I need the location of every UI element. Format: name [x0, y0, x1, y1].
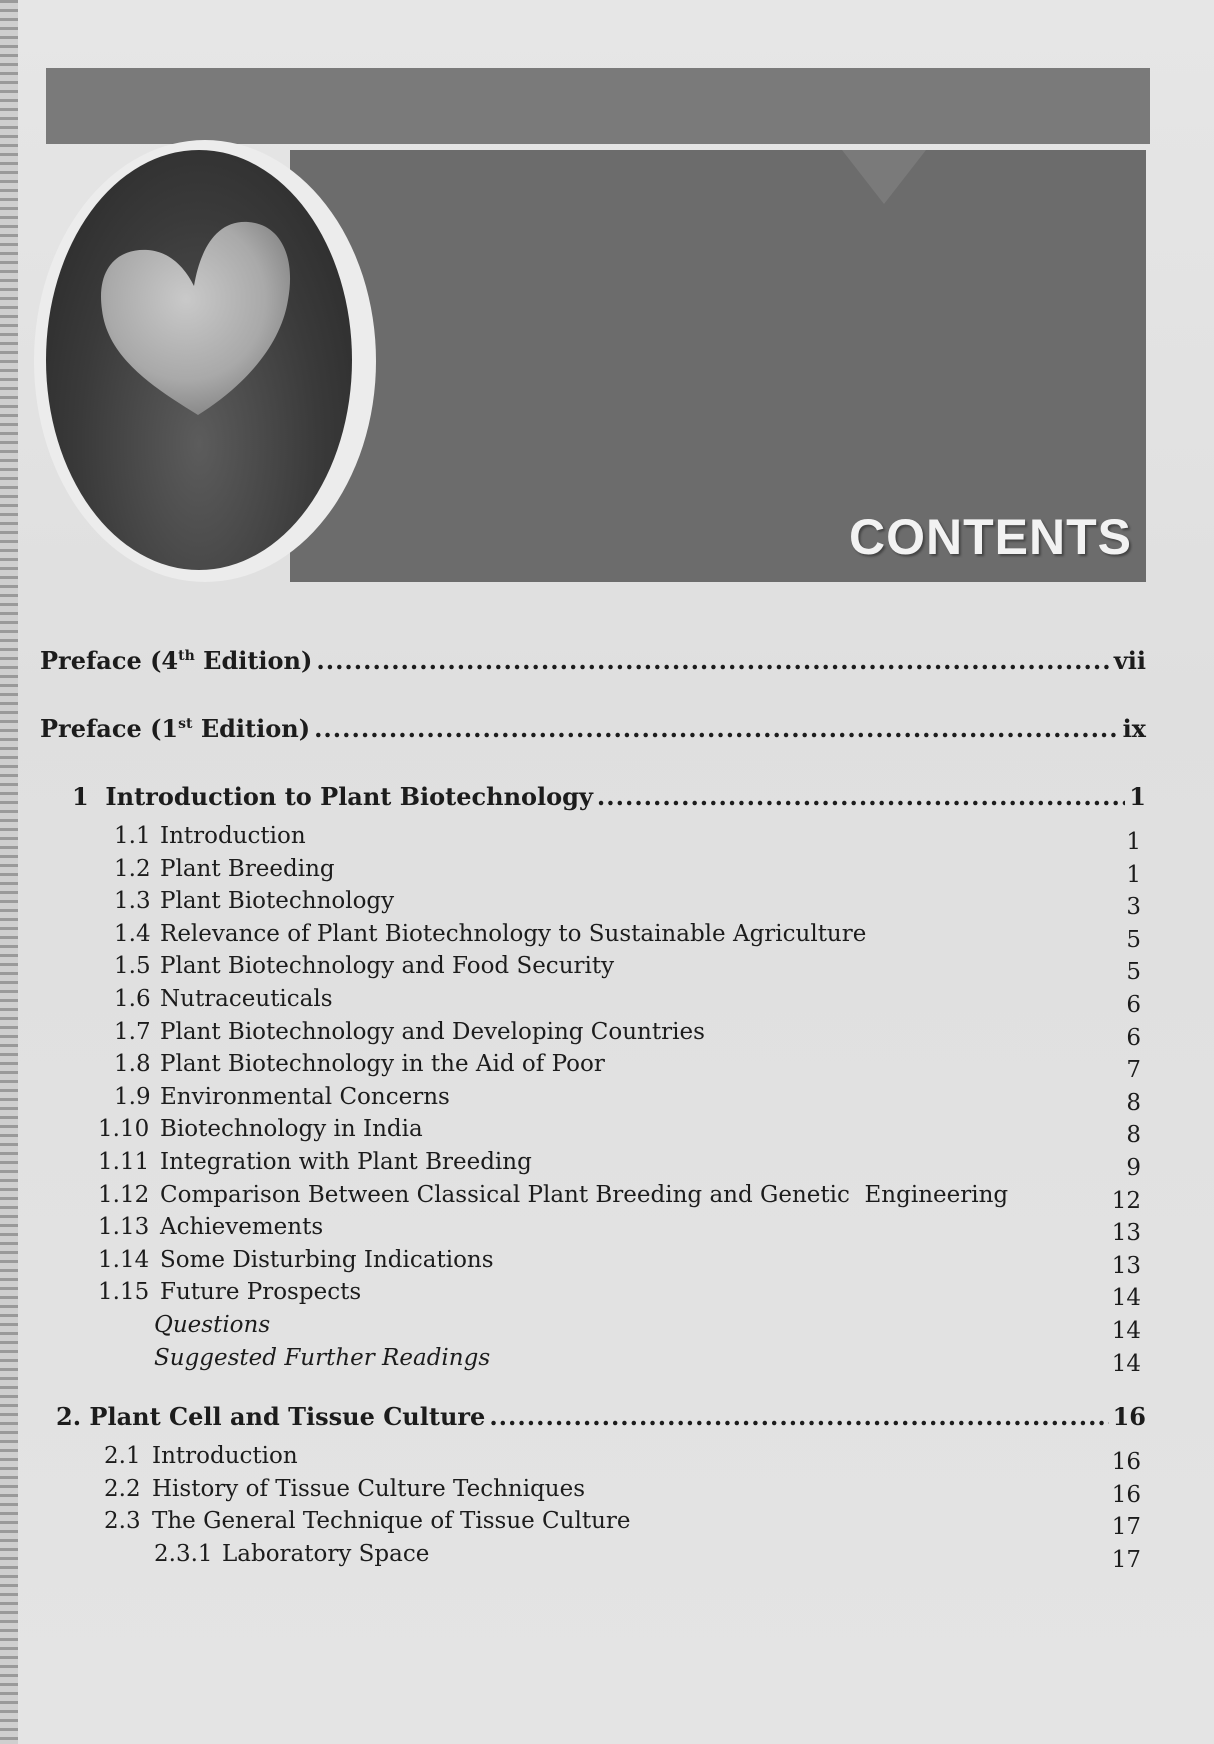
- section-number: 1.4: [114, 921, 151, 947]
- section-number: 1.1: [114, 823, 151, 849]
- header-notch: [842, 150, 926, 204]
- page-number: 8: [1126, 1090, 1141, 1116]
- section-number: 1.11: [98, 1149, 150, 1175]
- page-number: 7: [1126, 1057, 1141, 1083]
- page-number: 13: [1111, 1253, 1141, 1279]
- page-title: CONTENTS: [849, 509, 1132, 565]
- section-number: 1.5: [114, 953, 151, 979]
- page-number: 5: [1126, 927, 1141, 953]
- page-number: 6: [1126, 1025, 1141, 1051]
- page-number: 3: [1126, 894, 1141, 920]
- page-number: ix: [1122, 714, 1146, 743]
- page-number: 16: [1111, 1449, 1141, 1475]
- section-title: Suggested Further Readings: [154, 1345, 491, 1371]
- page-number: 8: [1126, 1122, 1141, 1148]
- section-number: 1.8: [114, 1051, 151, 1077]
- section-number: 2.3: [104, 1508, 141, 1534]
- section-number: 1.14: [98, 1247, 150, 1273]
- section-title: Plant Breeding: [160, 856, 335, 882]
- section-title: Achievements: [160, 1214, 324, 1240]
- section-number: 1.3: [114, 888, 151, 914]
- toc-preface-4th[interactable]: Preface (4th Edition) ..... vii: [40, 646, 1146, 675]
- section-number: 1.7: [114, 1019, 151, 1045]
- leader-dots: [489, 1402, 1108, 1431]
- section-title: Introduction: [160, 823, 306, 849]
- page-number: 1: [1126, 829, 1141, 855]
- page-number: 5: [1126, 959, 1141, 985]
- page-number: 9: [1126, 1155, 1141, 1181]
- page-number: 17: [1111, 1547, 1141, 1573]
- section-title: Plant Biotechnology: [160, 888, 395, 914]
- section-title: Nutraceuticals: [160, 986, 333, 1012]
- section-title: Biotechnology in India: [160, 1116, 423, 1142]
- page-number: 16: [1111, 1482, 1141, 1508]
- page-number: 14: [1111, 1351, 1141, 1377]
- section-title: Questions: [154, 1312, 271, 1338]
- section-title: Environmental Concerns: [160, 1084, 450, 1110]
- section-title: Laboratory Space: [222, 1541, 430, 1567]
- section-title: History of Tissue Culture Techniques: [152, 1476, 586, 1502]
- section-title: Integration with Plant Breeding: [160, 1149, 532, 1175]
- section-number: 2.3.1: [154, 1541, 213, 1567]
- section-title: Introduction: [152, 1443, 298, 1469]
- section-title: Plant Biotechnology in the Aid of Poor: [160, 1051, 605, 1077]
- page-number: 14: [1111, 1285, 1141, 1311]
- page-number: 17: [1111, 1514, 1141, 1540]
- section-number: 2.2: [104, 1476, 141, 1502]
- page-number: 16: [1112, 1402, 1146, 1431]
- section-title: The General Technique of Tissue Culture: [152, 1508, 631, 1534]
- section-number: 1.15: [98, 1279, 150, 1305]
- section-number: 1.9: [114, 1084, 151, 1110]
- page-number: vii: [1113, 646, 1146, 675]
- page-number: 13: [1111, 1220, 1141, 1246]
- page-number: 12: [1111, 1188, 1141, 1214]
- section-number: 1.12: [98, 1182, 150, 1208]
- section-number: 1.10: [98, 1116, 150, 1142]
- page-number: 1: [1126, 862, 1141, 888]
- book-spine: [0, 0, 18, 1744]
- section-number: 1.6: [114, 986, 151, 1012]
- section-number: 1.2: [114, 856, 151, 882]
- heart-embryo-photo: [46, 150, 352, 570]
- toc-chapter-1[interactable]: 1 Introduction to Plant Biotechnology ..... 1: [72, 782, 1146, 811]
- section-title: Relevance of Plant Biotechnology to Sustainable Agriculture: [160, 921, 867, 947]
- section-number: 2.1: [104, 1443, 141, 1469]
- leader-dots: [316, 646, 1109, 675]
- toc-preface-1st[interactable]: Preface (1st Edition) ..... ix: [40, 714, 1146, 743]
- leader-dots: [314, 714, 1119, 743]
- page-number: 1: [1129, 782, 1146, 811]
- section-title: Plant Biotechnology and Food Security: [160, 953, 615, 979]
- section-title: Comparison Between Classical Plant Breeding and Genetic Engineering: [160, 1182, 1009, 1208]
- header-band: [46, 68, 1150, 144]
- section-title: Some Disturbing Indications: [160, 1247, 494, 1273]
- section-title: Future Prospects: [160, 1279, 362, 1305]
- page-number: 14: [1111, 1318, 1141, 1344]
- page-number: 6: [1126, 992, 1141, 1018]
- section-title: Plant Biotechnology and Developing Countries: [160, 1019, 705, 1045]
- leader-dots: [597, 782, 1125, 811]
- toc-chapter-2[interactable]: 2. Plant Cell and Tissue Culture ..... 16: [56, 1402, 1146, 1431]
- section-number: 1.13: [98, 1214, 150, 1240]
- heart-shape-icon: [88, 210, 308, 430]
